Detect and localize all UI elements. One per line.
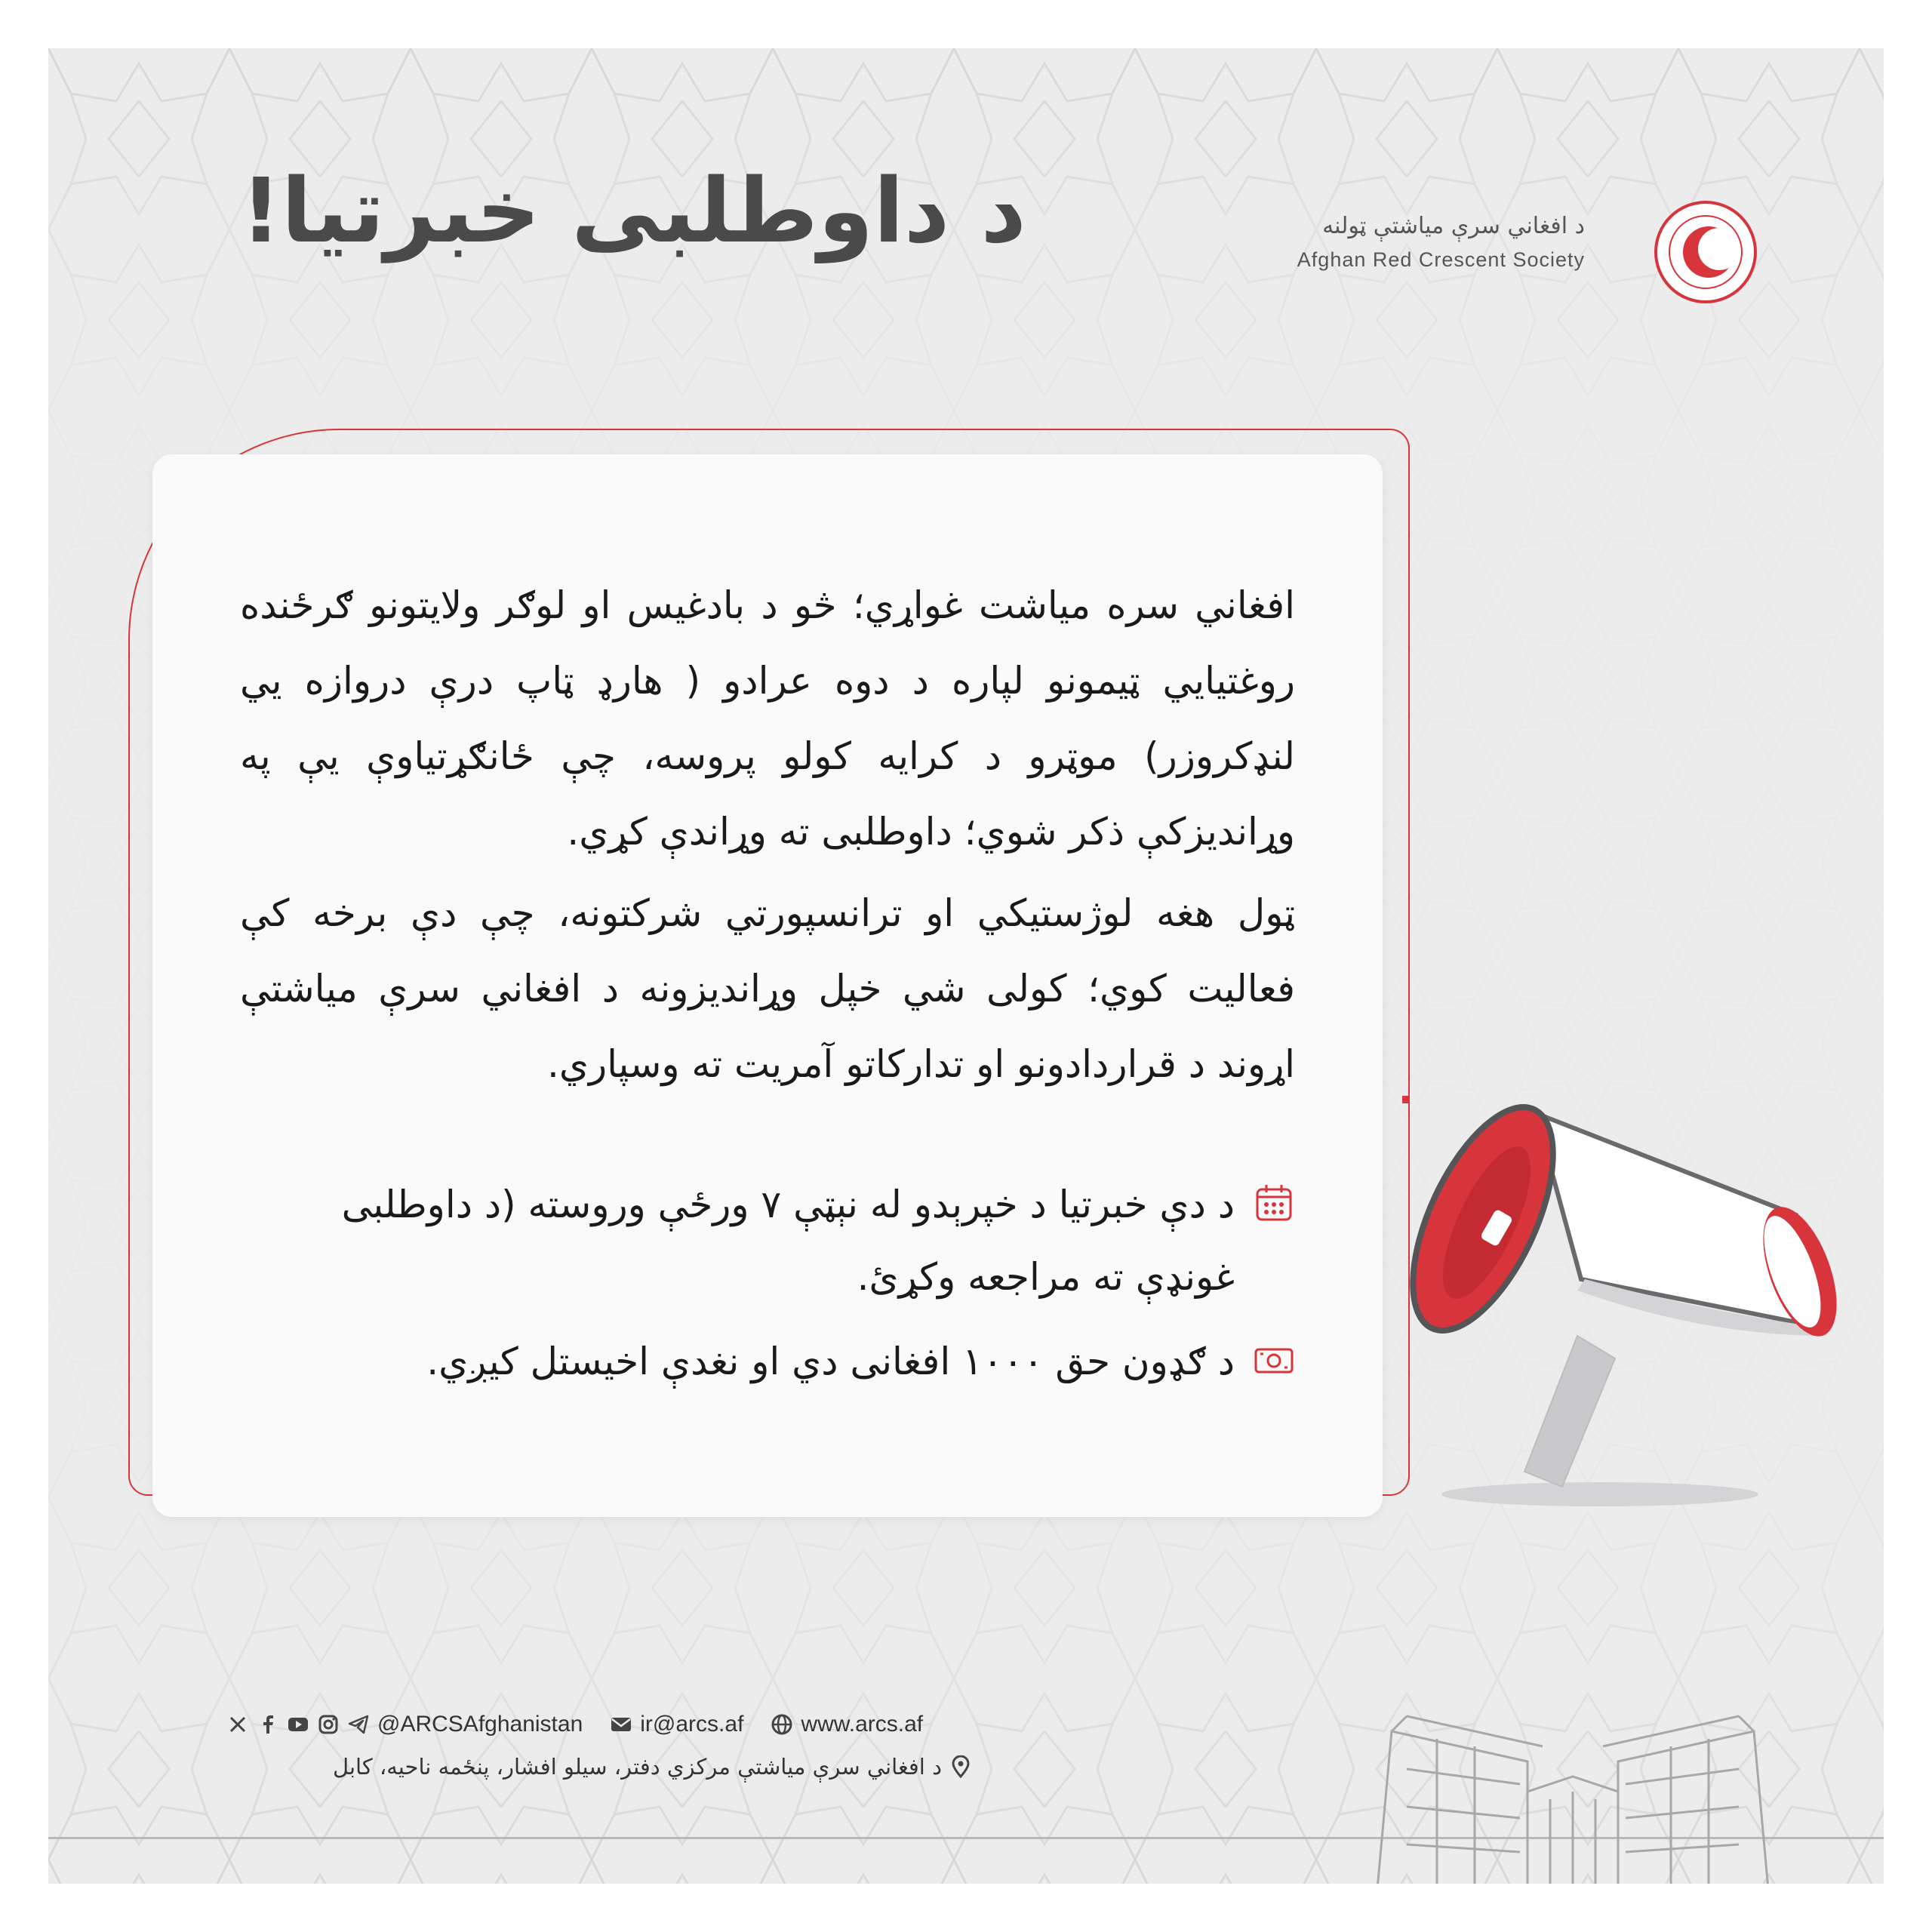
arcs-logo-icon xyxy=(1653,199,1758,305)
website-link[interactable]: www.arcs.af xyxy=(801,1712,924,1737)
money-icon xyxy=(1253,1339,1295,1381)
footer-address-row xyxy=(323,1754,972,1780)
org-name-block xyxy=(1297,213,1585,272)
bullet-text-fee: د ګډون حق ۱۰۰۰ افغانی دي او نغدې اخیستل کیږي. xyxy=(426,1340,1235,1383)
page-title: د داوطلبی خبرتیا! xyxy=(240,158,1026,263)
calendar-icon xyxy=(1253,1182,1295,1224)
org-name-english: Afghan Red Crescent Society xyxy=(1297,248,1585,271)
footer xyxy=(226,1712,951,1780)
email-link[interactable]: ir@arcs.af xyxy=(640,1712,744,1737)
bullet-item-fee xyxy=(240,1325,1295,1398)
globe-icon xyxy=(771,1713,793,1736)
instagram-icon[interactable] xyxy=(317,1713,340,1736)
megaphone-icon xyxy=(1374,1087,1841,1509)
envelope-icon xyxy=(610,1713,632,1736)
facebook-icon[interactable] xyxy=(257,1713,279,1736)
org-name-pashto: د افغاني سرې میاشتې ټولنه xyxy=(1322,213,1585,239)
email-group xyxy=(610,1712,743,1737)
bullet-text-deadline: د دې خبرتیا د خپرېدو له نېټې ۷ ورځې وروسته (د داوطلبی غونډې ته مراجعه وکړئ. xyxy=(341,1183,1235,1299)
address-text: د افغاني سرې میاشتې مرکزي دفتر، سیلو افشار، پنځمه ناحیه، کابل xyxy=(332,1754,942,1780)
announcement-body xyxy=(240,568,1295,1108)
paragraph-1: افغاني سره میاشت غواړي؛ څو د بادغیس او لوګر ولایتونو ګرځنده روغتیایي ټیمونو لپاره د دوه عرادو ( هارډ ټاپ درې دروازه یي لنډکروزر) موټرو د کرایه کولو پروسه، چې ځانګړتیاوې یې په وړاندیزکې ذکر شوي؛ داوطلبی ته وړاندې کړي. xyxy=(240,583,1295,854)
website-group xyxy=(771,1712,923,1737)
footer-contact-row xyxy=(226,1712,951,1737)
youtube-icon[interactable] xyxy=(287,1713,309,1736)
location-pin-icon xyxy=(949,1755,972,1778)
social-handle[interactable]: @ARCSAfghanistan xyxy=(377,1712,583,1737)
telegram-icon[interactable] xyxy=(347,1713,370,1736)
bullet-item-deadline xyxy=(240,1168,1295,1313)
x-icon[interactable] xyxy=(226,1713,249,1736)
paragraph-2: ټول هغه لوژستیکي او ترانسپورتي شرکتونه، چې دې برخه کې فعالیت کوي؛ کولی شي خپل وړاندیزونه د افغاني سرې میاشتې اړوند د قراردادونو او تدارکاتو آمریت ته وسپاري. xyxy=(240,891,1295,1086)
social-links xyxy=(226,1712,583,1737)
building-illustration xyxy=(1361,1709,1784,1884)
